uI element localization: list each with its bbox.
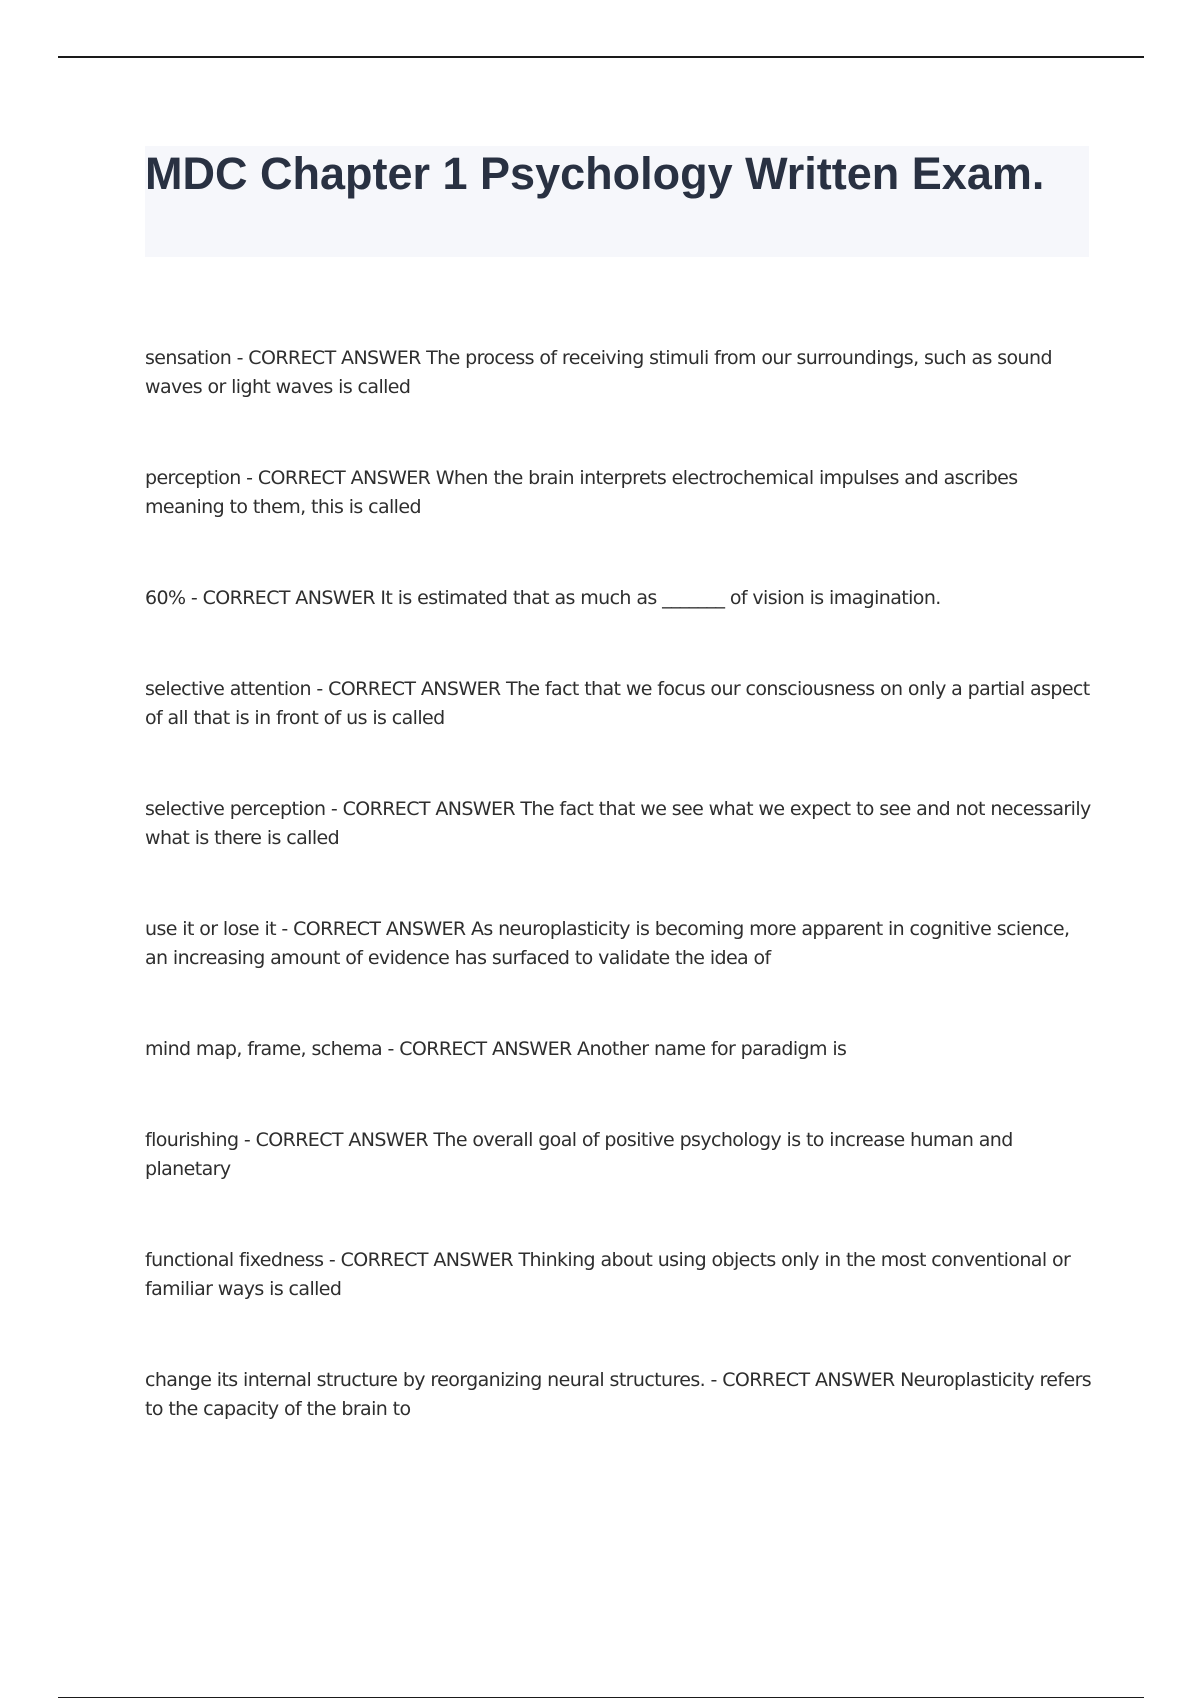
qa-item: sensation - CORRECT ANSWER The process of receiving stimuli from our surroundings, such as sound waves or light waves is called [145, 347, 1052, 398]
qa-list [145, 344, 1095, 1486]
qa-item: functional fixedness - CORRECT ANSWER Thinking about using objects only in the most conventional or familiar ways is called [145, 1249, 1071, 1300]
qa-item: selective perception - CORRECT ANSWER The fact that we see what we expect to see and not necessarily what is there is called [145, 798, 1091, 849]
qa-item: flourishing - CORRECT ANSWER The overall goal of positive psychology is to increase human and planetary [145, 1129, 1013, 1180]
qa-item: change its internal structure by reorganizing neural structures. - CORRECT ANSWER Neuroplasticity refers to the capacity of the brain to [145, 1369, 1092, 1420]
qa-item: mind map, frame, schema - CORRECT ANSWER Another name for paradigm is [145, 1038, 847, 1060]
bottom-divider [58, 1697, 1144, 1698]
page-title: MDC Chapter 1 Psychology Written Exam. [145, 148, 1045, 199]
qa-item: selective attention - CORRECT ANSWER The fact that we focus our consciousness on only a partial aspect of all that is in front of us is called [145, 678, 1090, 729]
qa-item: use it or lose it - CORRECT ANSWER As neuroplasticity is becoming more apparent in cognitive science, an increasing amount of evidence has surfaced to validate the idea of [145, 918, 1070, 969]
top-divider [58, 56, 1144, 58]
title-block [145, 146, 1089, 257]
qa-item: 60% - CORRECT ANSWER It is estimated that as much as _______ of vision is imagination. [145, 587, 941, 609]
qa-item: perception - CORRECT ANSWER When the brain interprets electrochemical impulses and ascribes meaning to them, this is called [145, 467, 1018, 518]
